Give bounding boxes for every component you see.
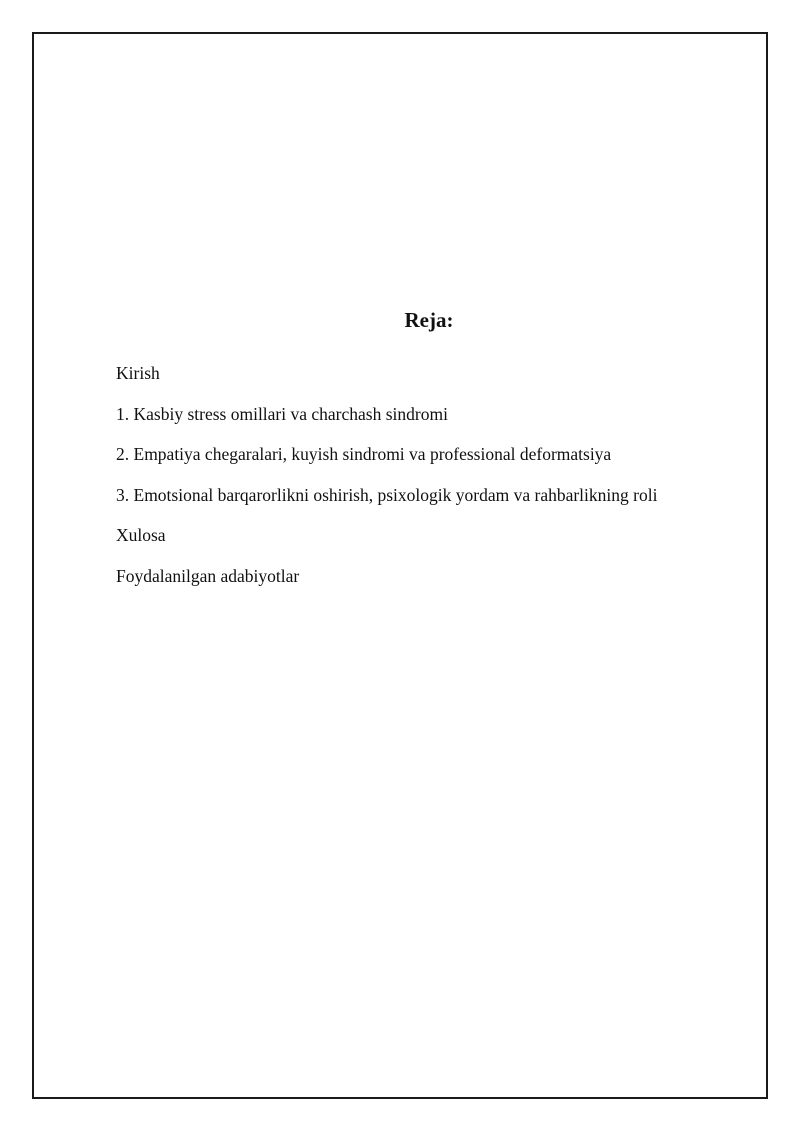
toc-item-chapter-1: 1. Kasbiy stress omillari va charchash sindromi (116, 403, 448, 424)
toc-item-chapter-3: 3. Emotsional barqarorlikni oshirish, psixologik yordam va rahbarlikning roli (116, 484, 658, 505)
toc-item-introduction: Kirish (116, 363, 160, 383)
toc-item-conclusion: Xulosa (116, 525, 166, 545)
table-of-contents (116, 353, 657, 596)
toc-item-references: Foydalanilgan adabiyotlar (116, 565, 300, 586)
page-border (32, 32, 768, 1099)
toc-item-chapter-2: 2. Empatiya chegaralari, kuyish sindromi va professional deformatsiya (116, 444, 612, 464)
page-title: Reja: (404, 308, 454, 332)
